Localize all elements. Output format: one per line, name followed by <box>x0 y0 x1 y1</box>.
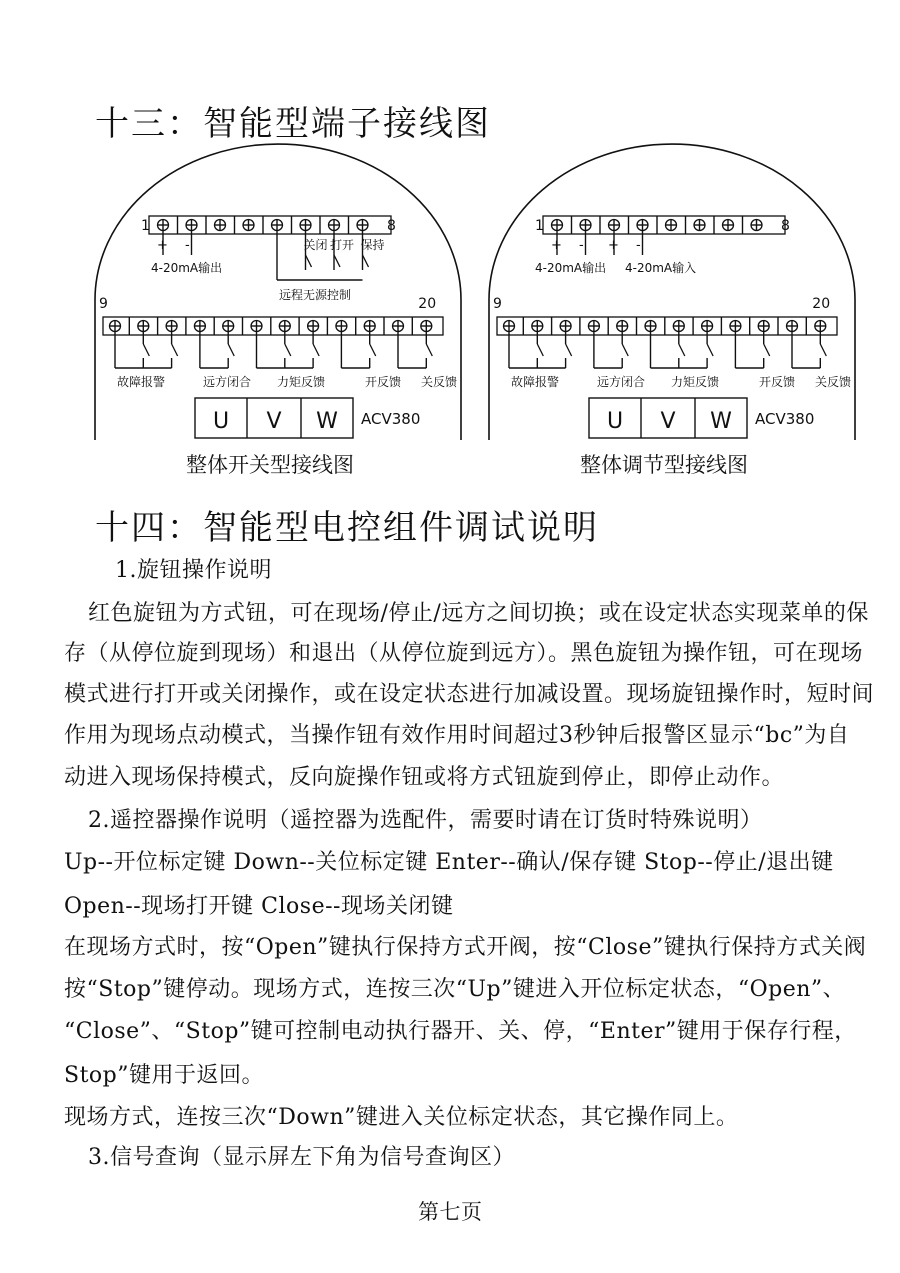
paragraph-line: 模式进行打开或关闭操作，或在设定状态进行加减设置。现场旋钮操作时，短时间 <box>64 682 875 707</box>
contact-blade <box>820 344 826 356</box>
feedback-label: 故障报警 <box>117 375 166 389</box>
wiring-diagrams <box>0 0 900 490</box>
terminal-number-end: 8 <box>387 218 396 234</box>
polarity-label: - <box>579 238 584 253</box>
terminal-number-end: 20 <box>418 296 437 312</box>
contact-blade <box>622 344 628 356</box>
polarity-label: + <box>608 238 619 253</box>
contact-blade <box>370 344 376 356</box>
signal-heading: 3.信号查询（显示屏左下角为信号查询区） <box>88 1145 515 1170</box>
enclosure-outline <box>489 144 855 440</box>
power-v-label: V <box>660 409 676 434</box>
contact-blade <box>764 344 770 356</box>
page-number: 第七页 <box>418 1200 483 1224</box>
power-u-label: U <box>606 409 624 434</box>
diagram-caption: 整体开关型接线图 <box>186 453 354 477</box>
remote-heading: 2.遥控器操作说明（遥控器为选配件，需要时请在订货时特殊说明） <box>88 808 763 833</box>
power-u-label: U <box>212 409 230 434</box>
paragraph-line: 作用为现场点动模式，当操作钮有效作用时间超过3秒钟后报警区显示“bc”为自 <box>64 723 850 748</box>
polarity-label: - <box>636 238 641 253</box>
section13-title: 十三：智能型端子接线图 <box>95 104 491 144</box>
power-v-label: V <box>266 409 282 434</box>
contact-blade <box>285 344 291 356</box>
top-terminal-strip <box>543 216 785 234</box>
control-label: 保持 <box>360 238 385 252</box>
polarity-label: + <box>157 238 168 253</box>
model-label: ACV380 <box>361 410 421 428</box>
power-w-label: W <box>316 409 338 434</box>
feedback-label: 开反馈 <box>365 375 402 389</box>
contact-blade <box>143 344 149 356</box>
contact-blade <box>363 255 369 267</box>
feedback-label: 力矩反馈 <box>671 375 720 389</box>
paragraph-line: 在现场方式时，按“Open”键执行保持方式开阀，按“Close”键执行保持方式关阀 <box>64 935 867 960</box>
paragraph-line: 红色旋钮为方式钮，可在现场/停止/远方之间切换；或在设定状态实现菜单的保 <box>88 601 869 626</box>
contact-blade <box>228 344 234 356</box>
contact-blade <box>707 344 713 356</box>
terminal-number-start: 9 <box>99 296 108 312</box>
contact-blade <box>306 255 312 267</box>
model-label: ACV380 <box>755 410 815 428</box>
contact-blade <box>426 344 432 356</box>
remote-keys-line: Open--现场打开键 Close--现场关闭键 <box>64 894 454 919</box>
feedback-label: 力矩反馈 <box>277 375 326 389</box>
knob-heading: 1.旋钮操作说明 <box>115 558 272 583</box>
paragraph-line: 动进入现场保持模式，反向旋操作钮或将方式钮旋到停止，即停止动作。 <box>64 765 785 790</box>
signal-label: 4-20mA输出 <box>151 261 223 275</box>
polarity-label: + <box>551 238 562 253</box>
feedback-label: 远方闭合 <box>203 375 252 389</box>
remote-keys-line: Up--开位标定键 Down--关位标定键 Enter--确认/保存键 Stop--停止/退出键 <box>64 850 834 875</box>
feedback-label: 开反馈 <box>759 375 796 389</box>
top-terminal-strip <box>149 216 391 234</box>
feedback-label: 故障报警 <box>511 375 560 389</box>
paragraph-line: 现场方式，连按三次“Down”键进入关位标定状态，其它操作同上。 <box>64 1105 739 1130</box>
power-w-label: W <box>710 409 732 434</box>
contact-blade <box>566 344 572 356</box>
contact-blade <box>334 255 340 267</box>
control-label: 打开 <box>330 238 355 252</box>
section14-title: 十四：智能型电控组件调试说明 <box>95 508 599 548</box>
control-label: 关闭 <box>303 238 328 252</box>
paragraph-line: 存（从停位旋到现场）和退出（从停位旋到远方）。黑色旋钮为操作钮，可在现场 <box>64 641 864 666</box>
signal-label: 4-20mA输入 <box>625 261 697 275</box>
terminal-number-start: 1 <box>535 218 544 234</box>
paragraph-line: 按“Stop”键停动。现场方式，连按三次“Up”键进入开位标定状态，“Open”、 <box>64 977 846 1002</box>
contact-blade <box>313 344 319 356</box>
terminal-number-end: 8 <box>781 218 790 234</box>
signal-label: 4-20mA输出 <box>535 261 607 275</box>
diagram-caption: 整体调节型接线图 <box>580 453 748 477</box>
feedback-label: 远方闭合 <box>597 375 646 389</box>
contact-blade <box>172 344 178 356</box>
remote-control-label: 远程无源控制 <box>279 288 352 302</box>
terminal-number-start: 9 <box>493 296 502 312</box>
diagram-switch-type <box>95 144 461 477</box>
contact-blade <box>679 344 685 356</box>
diagram-regulating-type <box>489 144 855 477</box>
terminal-number-end: 20 <box>812 296 831 312</box>
paragraph-line: “Close”、“Stop”键可控制电动执行器开、关、停，“Enter”键用于保存行程， <box>64 1019 857 1044</box>
feedback-label: 关反馈 <box>815 375 852 389</box>
feedback-label: 关反馈 <box>421 375 458 389</box>
enclosure-outline <box>95 144 461 440</box>
contact-blade <box>537 344 543 356</box>
terminal-number-start: 1 <box>141 218 150 234</box>
polarity-label: - <box>185 238 190 253</box>
paragraph-line: Stop”键用于返回。 <box>64 1063 264 1088</box>
